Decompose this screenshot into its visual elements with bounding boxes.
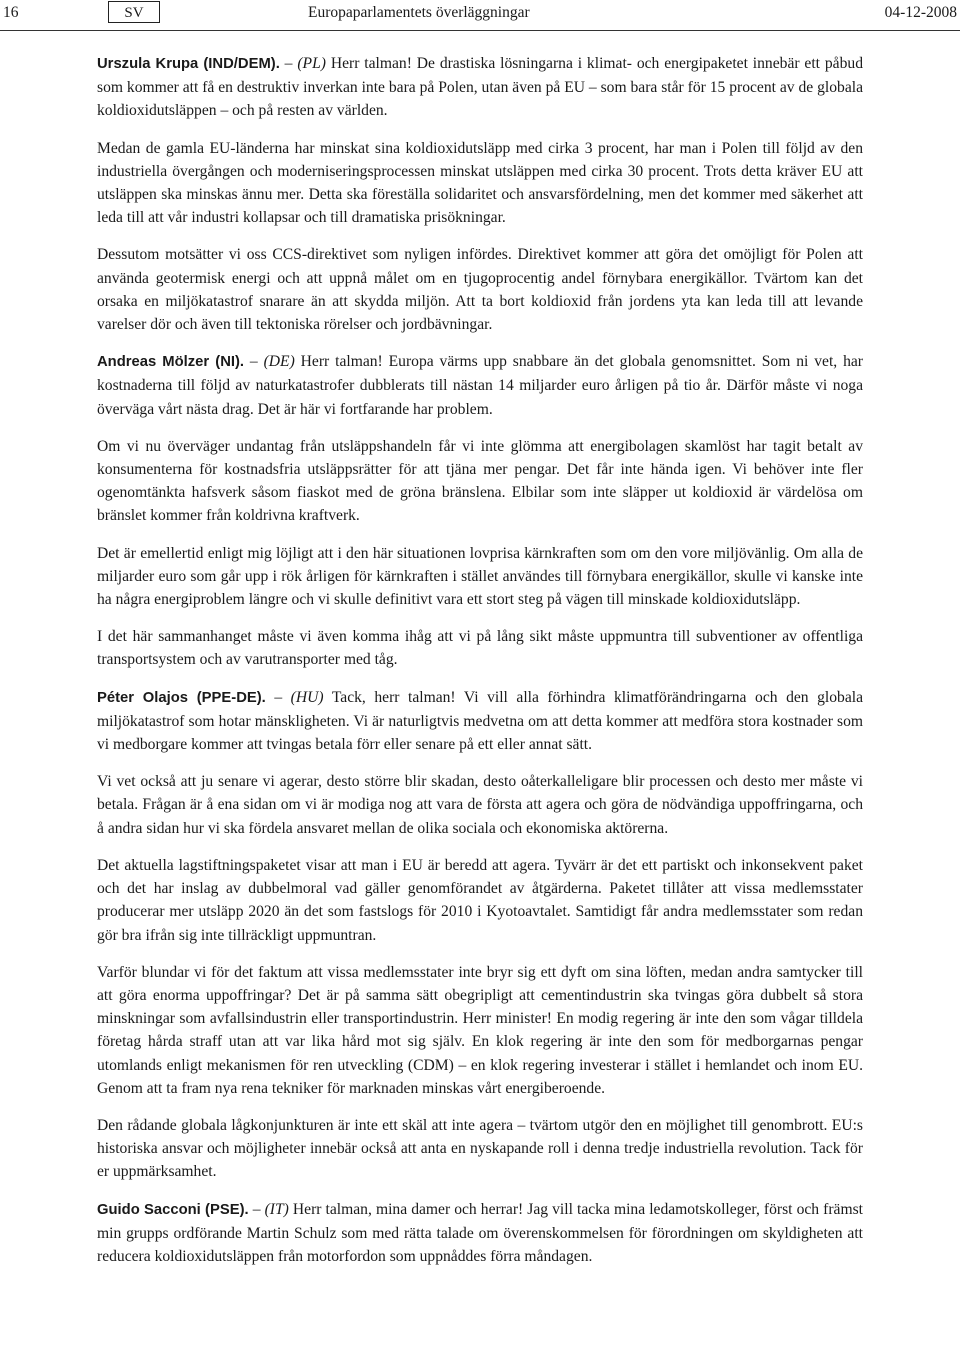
speaker-language: (PL)	[297, 55, 326, 72]
header-divider	[0, 30, 960, 31]
paragraph-text: Herr talman, mina damer och herrar! Jag vill tacka mina ledamotskolleger, först och främst min grupps ordförande Martin Schulz som med rätta talade om överenskommelsen för förordningen om skyldigheten att reducera koldioxidutsläppen från motorfordon som uppnåddes förra måndagen.	[97, 1200, 864, 1265]
paragraph	[97, 961, 863, 1100]
paragraph-molzer-intro: Andreas Mölzer (NI). – (DE) Herr talman! Europa värms upp snabbare än det globala genomsnittet. Som ni vet, har kostnaderna till följd av naturkatastrofer dubblerats till nästan 14 miljarder euro årligen på tio år. Därför måste vi noga överväga vårt nästa drag. Det är här vi fortfarande har problem.	[97, 353, 863, 418]
language-badge: SV	[108, 1, 160, 23]
paragraph	[97, 137, 863, 230]
paragraph-text: Herr talman! Europa värms upp snabbare än det globala genomsnittet. Som ni vet, har kostnaderna till följd av naturkatastrofer dubblerats till nästan 14 miljarder euro årligen på tio år. Därför måste vi noga överväga vårt nästa drag. Det är här vi fortfarande har problem.	[97, 353, 863, 418]
document-body	[97, 52, 863, 1282]
page-number: 16	[3, 4, 19, 21]
page-header	[0, 0, 960, 26]
speaker-language: (IT)	[264, 1200, 289, 1218]
paragraph-text: Dessutom motsätter vi oss CCS-direktivet som nyligen infördes. Direktivet kommer att göra det omöjligt för Polen att använda geotermisk energi och att uppnå målet om en tjugoprocentig andel förnybara energikällor. Tvärtom kan det orsaka en miljökatastrof snarare än att skydda miljön. Att ta bort koldioxid från jordens yta kan leda till att levande varelser dör och även till tektoniska rörelser och jordbävningar.	[97, 246, 863, 334]
paragraph-sacconi-intro: Guido Sacconi (PSE). – (IT) Herr talman, mina damer och herrar! Jag vill tacka mina ledamotskolleger, först och främst min grupps ordförande Martin Schulz som med rätta talade om överenskommelsen för förordningen om skyldigheten att reducera koldioxidutsläppen från motorfordon som uppnåddes förra måndagen.	[97, 1200, 864, 1265]
publication-title: Europaparlamentets överläggningar	[308, 4, 530, 21]
paragraph-text: Det är emellertid enligt mig löjligt att i den här situationen lovprisa kärnkraften som om den vore miljövänlig. Om alla de miljarder euro som går upp i rök årligen för kärnkraften i stället användes till förnybara energikällor, skulle vi kanske inte ha några energiproblem längre och vi skulle definitivt vara ett stort steg på vägen till minskade koldioxidutsläpp.	[97, 544, 863, 609]
paragraph-krupa-intro: Urszula Krupa (IND/DEM). – (PL) Herr talman! De drastiska lösningarna i klimat- och energipaketet innebär ett påbud som kommer att få en destruktiv inverkan inte bara på Polen, utan även på EU – som bara står för 15 procent av de globala koldioxidutsläppen – och på resten av världen.	[97, 55, 864, 120]
paragraph-text: I det här sammanhanget måste vi även komma ihåg att vi på lång sikt måste uppmuntra till subventioner av offentliga transportsystem och av varutransporter med tåg.	[97, 628, 863, 669]
paragraph-text: Tack, herr talman! Vi vill alla förhindra klimatförändringarna och den globala miljökatastrof som hotar mänskligheten. Vi är naturligtvis medvetna om att detta kommer att medföra stora kostnader som vi medborgare kommer att tvingas betala förr eller senare på ett eller annat sätt.	[97, 688, 864, 754]
paragraph	[97, 770, 863, 840]
speaker-name: Péter Olajos (PPE-DE).	[97, 689, 266, 706]
speaker-name: Andreas Mölzer (NI).	[97, 354, 245, 371]
paragraph-olajos-intro: Péter Olajos (PPE-DE). – (HU) Tack, herr talman! Vi vill alla förhindra klimatförändringarna och den globala miljökatastrof som hotar mänskligheten. Vi är naturligtvis medvetna om att detta kommer att medföra stora kostnader som vi medborgare kommer att tvingas betala förr eller senare på ett eller annat sätt.	[97, 688, 864, 754]
paragraph-text: Om vi nu överväger undantag från utsläppshandeln får vi inte glömma att energibolagen skamlöst har tagit betalt av konsumenterna för kostnadsfria utsläppsrätter för att tjäna mer pengar. Det får inte hända igen. Vi behöver inte fler ogenomtänkta hafsverk såsom fiaskot med de gröna bränslena. Elbilar som inte släpper ut koldioxid är värdelösa om bränslet kommer från koldrivna kraftverk.	[97, 437, 863, 525]
paragraph-text: Medan de gamla EU-länderna har minskat sina koldioxidutsläpp med cirka 3 procent, har man i Polen till följd av den industriella övergången och moderniseringsprocessen minskat utsläppen med cirka 30 procent. Trots detta kräver EU att utsläppen ska minskas ännu mer. Detta ska föreställa solidaritet och ansvarsfördelning, men det kommer med säkerhet att leda till att vår industri kollapsar och till dramatiska prisökningar.	[97, 139, 863, 227]
paragraph	[97, 542, 863, 612]
paragraph-text: Det aktuella lagstiftningspaketet visar att man i EU är beredd att agera. Tyvärr är det ett partiskt och inkonsekvent paket och det har inslag av dubbelmoral vad gäller genomförandet av åtgärderna. Paketet tillåter att vissa medlemsstater producerar mer utsläpp 2020 än det som fastslogs för 2010 i Kyotoavtalet. Samtidigt får andra medlemsstater som redan gör bra ifrån sig inte tillräckligt uppmuntran.	[97, 856, 863, 944]
speaker-name: Guido Sacconi (PSE).	[97, 1201, 249, 1218]
paragraph	[97, 435, 863, 528]
publication-date: 04-12-2008	[884, 4, 957, 21]
speaker-language: (DE)	[263, 353, 295, 371]
paragraph	[97, 854, 863, 947]
paragraph-text: Varför blundar vi för det faktum att vissa medlemsstater inte bryr sig ett dyft om sina löften, medan andra samtycker till att göra enorma uppoffringar? Det är på samma sätt obegripligt att cementindustrin ska tvingas göra dubbelt så stora minskningar som avfallsindustrin eller transportindustrin. Herr minister! En modig regering är inte den som vågar tilldela företag hårda straff utan att var lika hård mot sig själv. En klok regering är inte den som för medborgarnas pengar utomlands enligt mekanismen för ren utveckling (CDM) – en klok regering investerar i stället i hemlandet och inom EU. Genom att ta fram nya rena tekniker för marknaden minskas vårt energiberoende.	[97, 963, 863, 1097]
speaker-language: (HU)	[290, 688, 324, 706]
paragraph-text: Herr talman! De drastiska lösningarna i klimat- och energipaketet innebär ett påbud som kommer att få en destruktiv inverkan inte bara på Polen, utan även på EU – som bara står för 15 procent av de globala koldioxidutsläppen – och på resten av världen.	[97, 55, 864, 120]
paragraph-text: Vi vet också att ju senare vi agerar, desto större blir skadan, desto oåterkalleligare blir processen och desto mer måste vi betala. Frågan är å ena sidan om vi är modiga nog att vara de första att agera och göra de nödvändiga uppoffringarna, och å andra sidan hur vi ska fördela ansvaret mellan de olika sociala och ekonomiska aktörerna.	[97, 773, 863, 837]
speaker-name: Urszula Krupa (IND/DEM).	[97, 56, 280, 72]
paragraph-text: Den rådande globala lågkonjunkturen är inte ett skäl att inte agera – tvärtom utgör den en möjlighet till genombrott. EU:s historiska ansvar och möjligheter innebär också att anta en nyskapande roll i denna tredje industriella revolution. Tack för er uppmärksamhet.	[97, 1116, 863, 1181]
paragraph	[97, 243, 863, 336]
paragraph	[97, 625, 863, 671]
paragraph	[97, 1114, 863, 1184]
